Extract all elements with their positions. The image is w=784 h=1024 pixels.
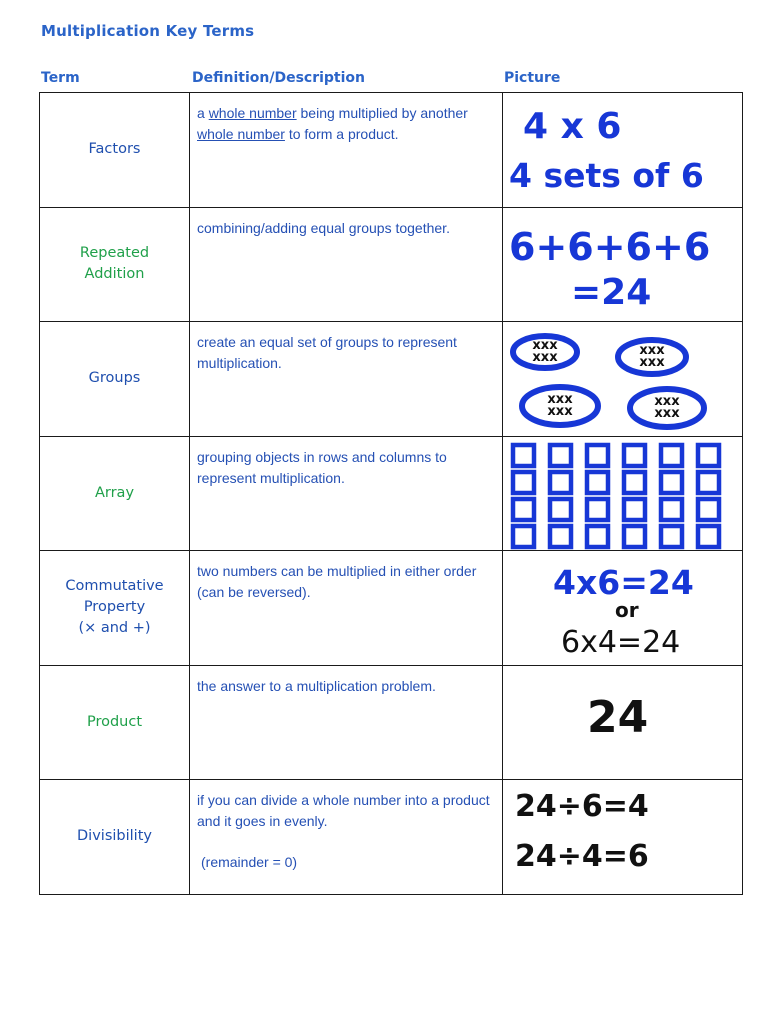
array-square	[513, 499, 534, 520]
column-header-picture: Picture	[504, 70, 561, 86]
column-header-term: Term	[41, 70, 80, 86]
array-drawing	[503, 437, 743, 551]
table-row-product	[40, 665, 743, 780]
term-label: Divisibility	[77, 828, 152, 845]
array-square	[550, 445, 571, 466]
page-title: Multiplication Key Terms	[41, 22, 255, 40]
array-square	[587, 499, 608, 520]
array-square	[698, 472, 719, 493]
definition-cell-commutative-property	[190, 551, 503, 666]
definition-text: combining/adding equal groups together.	[197, 219, 450, 236]
definition-underline-whole-number: whole number	[197, 126, 285, 142]
definition-cell-repeated-addition	[190, 207, 503, 322]
array-square	[698, 526, 719, 547]
handwritten-line: 4 sets of 6	[509, 156, 704, 195]
term-label: Groups	[88, 370, 141, 387]
picture-cell-divisibility	[503, 780, 743, 895]
array-square	[661, 472, 682, 493]
group-marks: xxx	[547, 404, 573, 419]
definition-cell-factors	[190, 93, 503, 208]
group-marks: xxx	[654, 394, 680, 409]
array-square	[587, 445, 608, 466]
handwritten-repeated-addition	[503, 208, 743, 322]
table-row-commutative-property	[40, 551, 743, 666]
definition-text: a	[197, 105, 209, 121]
table-row-array	[40, 436, 743, 551]
array-square	[513, 472, 534, 493]
array-square	[550, 499, 571, 520]
table-row-divisibility	[40, 780, 743, 895]
handwritten-commutative	[503, 551, 743, 665]
column-header-definition: Definition/Description	[192, 70, 365, 86]
definition-text: two numbers can be multiplied in either order (can be reversed).	[197, 563, 477, 600]
group-marks: xxx	[639, 343, 665, 358]
handwritten-factors	[503, 93, 743, 207]
table-row-groups	[40, 322, 743, 437]
group-marks: xxx	[547, 392, 573, 407]
handwritten-line: 4 x 6	[523, 106, 622, 147]
term-label: Product	[86, 713, 143, 730]
term-label: Addition	[84, 266, 145, 283]
handwritten-line: 4x6=24	[553, 563, 694, 602]
group-marks: xxx	[639, 355, 665, 370]
definition-cell-divisibility	[190, 780, 503, 895]
table-row-factors	[40, 93, 743, 208]
array-square	[587, 526, 608, 547]
definition-text: the answer to a multiplication problem.	[197, 677, 436, 694]
array-square	[661, 499, 682, 520]
term-label: Commutative	[65, 578, 164, 595]
array-square	[550, 472, 571, 493]
group-marks: xxx	[532, 350, 558, 365]
terms-table	[39, 92, 743, 895]
handwritten-product	[503, 666, 743, 780]
array-square	[661, 526, 682, 547]
definition-text: being multiplied by another	[296, 105, 468, 121]
definition-text: grouping objects in rows and columns to represent multiplication.	[197, 448, 447, 486]
definition-underline-whole-number: whole number	[208, 105, 297, 121]
array-square	[698, 499, 719, 520]
term-label: Factors	[88, 141, 141, 158]
handwritten-line: 24÷6=4	[515, 789, 649, 824]
array-square	[624, 445, 645, 466]
definition-text: to form a product.	[284, 126, 399, 142]
definition-cell-array	[190, 436, 503, 551]
array-square	[513, 445, 534, 466]
term-label: Repeated	[79, 245, 150, 262]
definition-note: (remainder = 0)	[201, 854, 298, 870]
definition-text: if you can divide a whole number into a product and it goes in evenly.	[197, 792, 490, 829]
picture-cell-product	[503, 665, 743, 780]
picture-cell-array	[503, 436, 743, 551]
term-label: Array	[94, 484, 135, 501]
handwritten-line: 6+6+6+6	[509, 224, 711, 269]
array-square	[587, 472, 608, 493]
handwritten-line: or	[615, 598, 639, 622]
term-cell-commutative-property	[40, 551, 190, 666]
handwritten-line: 24÷4=6	[515, 839, 649, 874]
handwritten-line: 24	[587, 691, 649, 743]
array-square	[624, 499, 645, 520]
picture-cell-commutative-property	[503, 551, 743, 666]
group-marks: xxx	[532, 338, 558, 353]
array-square	[624, 472, 645, 493]
group-marks: xxx	[654, 406, 680, 421]
handwritten-line: =24	[571, 271, 652, 313]
term-cell-repeated-addition	[40, 207, 190, 322]
picture-cell-factors	[503, 93, 743, 208]
handwritten-line: 6x4=24	[561, 625, 681, 660]
handwritten-divisibility	[503, 780, 743, 894]
picture-cell-repeated-addition	[503, 207, 743, 322]
array-square	[624, 526, 645, 547]
term-cell-factors	[40, 93, 190, 208]
definition-text: create an equal set of groups to represent multiplication.	[197, 334, 457, 371]
array-square	[513, 526, 534, 547]
table-row-repeated-addition	[40, 207, 743, 322]
definition-cell-product	[190, 665, 503, 780]
term-cell-divisibility	[40, 780, 190, 895]
array-square	[698, 445, 719, 466]
term-label: Property	[83, 599, 146, 616]
definition-cell-groups	[190, 322, 503, 437]
term-cell-groups	[40, 322, 190, 437]
array-square	[550, 526, 571, 547]
term-label: (× and +)	[78, 620, 151, 637]
array-square	[661, 445, 682, 466]
picture-cell-groups	[503, 322, 743, 437]
term-cell-product	[40, 665, 190, 780]
groups-drawing	[503, 322, 743, 436]
term-cell-array	[40, 436, 190, 551]
